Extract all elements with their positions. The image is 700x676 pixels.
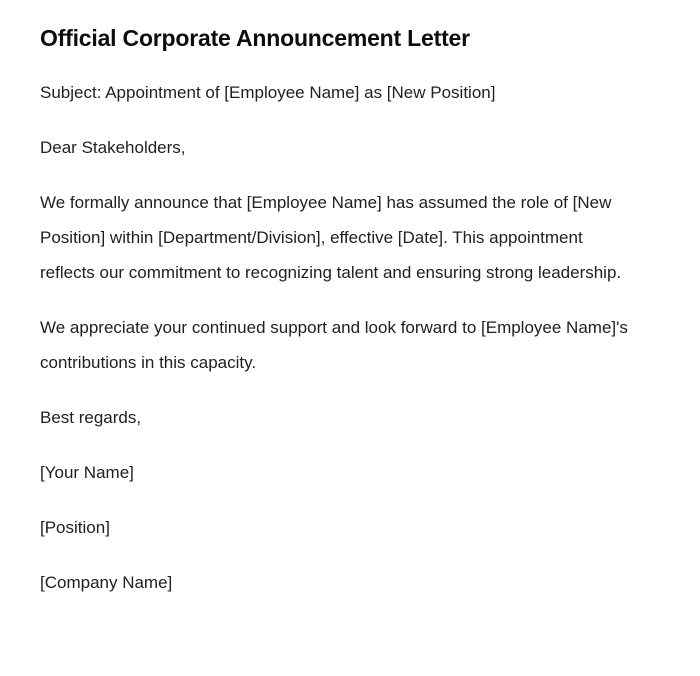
- subject-line: Subject: Appointment of [Employee Name] as [New Position]: [40, 83, 496, 102]
- signature-company: [Company Name]: [40, 573, 173, 592]
- body-paragraph-announcement: We formally announce that [Employee Name] has assumed the role of [New Position] within [Department/Division], effective [Date]. This appointment reflects our commitment to recognizing talent and ensuring strong leadership.: [40, 193, 622, 282]
- signature-position: [Position]: [40, 518, 110, 537]
- body-paragraph-appreciation: We appreciate your continued support and look forward to [Employee Name]'s contributions in this capacity.: [40, 318, 628, 372]
- signature-name: [Your Name]: [40, 463, 134, 482]
- closing: Best regards,: [40, 408, 142, 427]
- page-title: Official Corporate Announcement Letter: [40, 25, 470, 51]
- salutation: Dear Stakeholders,: [40, 138, 186, 157]
